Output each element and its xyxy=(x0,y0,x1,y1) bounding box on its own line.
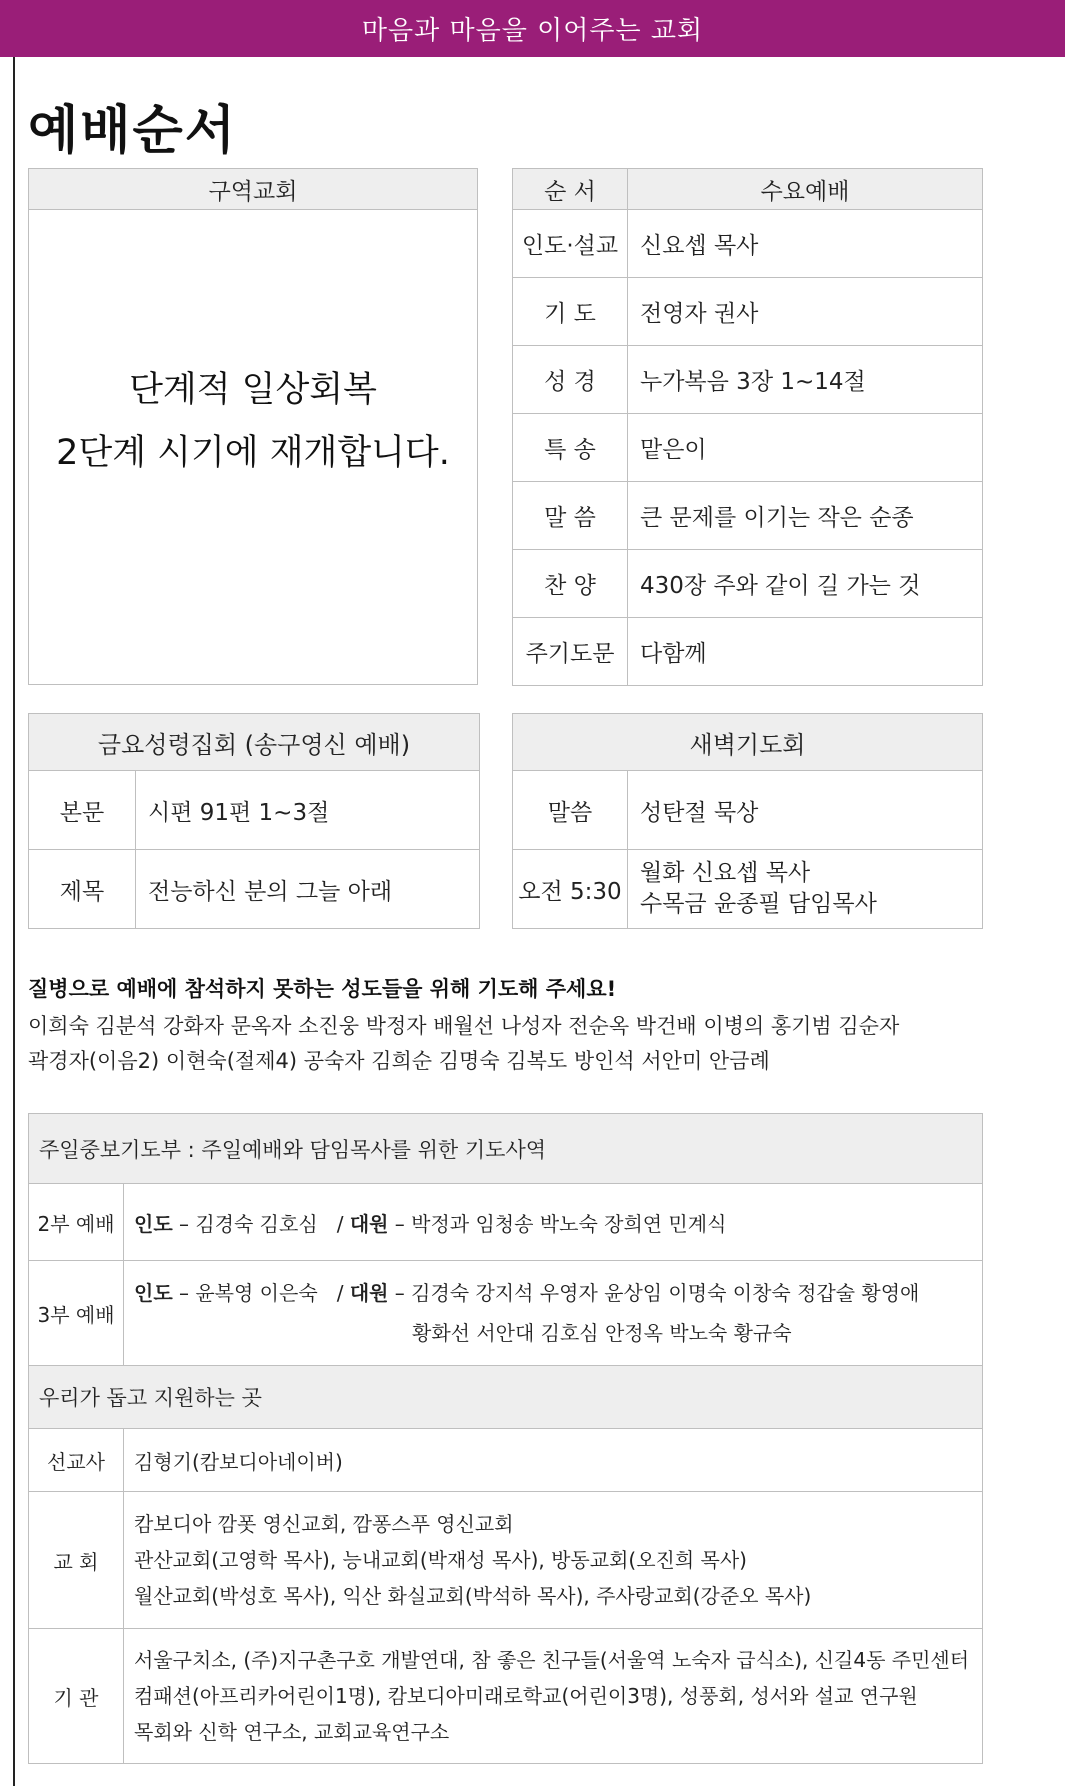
order-value: 맡은이 xyxy=(628,414,983,482)
left-rule xyxy=(13,57,15,1786)
support-line: 컴패션(아프리카어린이1명), 캄보디아미래로학교(어린이3명), 성풍회, 성서와 설교 연구원 xyxy=(134,1684,918,1708)
prayer-key: 3부 예배 xyxy=(29,1261,124,1366)
table-row xyxy=(513,278,983,346)
order-key: 주기도문 xyxy=(513,618,628,686)
order-value: 전영자 권사 xyxy=(628,278,983,346)
table-row xyxy=(513,618,983,686)
dawn-key: 오전 5:30 xyxy=(513,850,628,929)
table-row xyxy=(29,1629,983,1764)
lead-names: – 윤복영 이은숙 xyxy=(172,1281,318,1305)
support-line: 목회와 신학 연구소, 교회교육연구소 xyxy=(134,1720,450,1744)
lead-label: 인도 xyxy=(134,1211,173,1236)
dawn-value-line-1: 월화 신요셉 목사 xyxy=(640,860,811,886)
table-row xyxy=(513,771,983,850)
prayer-support-table xyxy=(28,1113,983,1764)
table-row xyxy=(513,482,983,550)
support-line: 관산교회(고영학 목사), 능내교회(박재성 목사), 방동교회(오진희 목사) xyxy=(134,1548,747,1572)
order-value: 큰 문제를 이기는 작은 순종 xyxy=(628,482,983,550)
table-row xyxy=(29,1261,983,1366)
order-key: 성 경 xyxy=(513,346,628,414)
order-key: 인도·설교 xyxy=(513,210,628,278)
friday-key: 본문 xyxy=(29,771,136,850)
dawn-prayer-table xyxy=(512,713,983,929)
top-banner xyxy=(0,0,1065,57)
district-box xyxy=(28,168,478,685)
prayer-key: 2부 예배 xyxy=(29,1184,124,1261)
prayer-line-1: 인도 – 윤복영 이은숙 / 대원 – 김경숙 강지석 우영자 윤상임 이명숙 이창숙 정갑술 황영애 xyxy=(134,1281,920,1305)
dawn-value-line-2: 수목금 윤종필 담임목사 xyxy=(640,891,877,917)
table-row xyxy=(29,1184,983,1261)
table-row xyxy=(29,850,480,929)
table-row xyxy=(513,550,983,618)
support-key: 교 회 xyxy=(29,1492,124,1629)
support-line: 서울구치소, (주)지구촌구호 개발연대, 참 좋은 친구들(서울역 노숙자 급식소), 신길4동 주민센터 xyxy=(134,1648,970,1672)
lead-label: 인도 xyxy=(134,1281,173,1305)
order-key: 특 송 xyxy=(513,414,628,482)
order-key: 말 씀 xyxy=(513,482,628,550)
support-header: 우리가 돕고 지원하는 곳 xyxy=(29,1366,983,1429)
order-col-label: 순 서 xyxy=(513,169,628,210)
prayer-value: 인도 – 김경숙 김호심 / 대원 – 박정과 임청송 박노숙 장희연 민계식 xyxy=(124,1184,983,1261)
notice-names-2: 곽경자(이음2) 이현숙(절제4) 공숙자 김희순 김명숙 김복도 방인석 서안미 안금례 xyxy=(28,1049,770,1073)
support-line: 캄보디아 깜폿 영신교회, 깜퐁스푸 영신교회 xyxy=(134,1512,514,1536)
support-value xyxy=(124,1492,983,1629)
friday-value: 전능하신 분의 그늘 아래 xyxy=(136,850,480,929)
lead-names: – 김경숙 김호심 xyxy=(172,1211,318,1236)
support-key: 기 관 xyxy=(29,1629,124,1764)
dawn-header: 새벽기도회 xyxy=(513,714,983,771)
support-line: 김형기(캄보디아네이버) xyxy=(134,1449,343,1474)
district-message xyxy=(29,359,477,485)
support-line: 월산교회(박성호 목사), 익산 화실교회(박석하 목사), 주사랑교회(강준오 목사) xyxy=(134,1584,812,1608)
page-title: 예배순서 xyxy=(28,100,237,161)
dawn-value: 성탄절 묵상 xyxy=(628,771,983,850)
support-key: 선교사 xyxy=(29,1429,124,1492)
prayer-header: 주일중보기도부 : 주일예배와 담임목사를 위한 기도사역 xyxy=(29,1114,983,1184)
friday-value: 시편 91편 1~3절 xyxy=(136,771,480,850)
district-header: 구역교회 xyxy=(29,169,477,210)
table-row xyxy=(29,1429,983,1492)
district-line-1: 단계적 일상회복 xyxy=(129,370,377,410)
rep-label: 대원 xyxy=(349,1211,389,1236)
order-value: 누가복음 3장 1~14절 xyxy=(628,346,983,414)
dawn-key: 말씀 xyxy=(513,771,628,850)
order-header-row xyxy=(513,169,983,210)
prayer-line-2: 황화선 서안대 김호심 안정옥 박노숙 황규숙 xyxy=(412,1321,792,1345)
order-value: 430장 주와 같이 길 가는 것 xyxy=(628,550,983,618)
rep-names: – 김경숙 강지석 우영자 윤상임 이명숙 이창숙 정갑술 황영애 xyxy=(388,1281,920,1305)
district-line-2: 2단계 시기에 재개합니다. xyxy=(56,433,450,473)
support-value xyxy=(124,1429,983,1492)
order-key: 기 도 xyxy=(513,278,628,346)
rep-names: – 박정과 임청송 박노숙 장희연 민계식 xyxy=(388,1211,727,1236)
order-value: 신요셉 목사 xyxy=(628,210,983,278)
rep-label: 대원 xyxy=(349,1281,389,1305)
table-row xyxy=(513,414,983,482)
friday-key: 제목 xyxy=(29,850,136,929)
support-value xyxy=(124,1629,983,1764)
table-row xyxy=(513,210,983,278)
table-row xyxy=(29,1492,983,1629)
order-key: 찬 양 xyxy=(513,550,628,618)
friday-header: 금요성령집회 (송구영신 예배) xyxy=(29,714,480,771)
order-col-service: 수요예배 xyxy=(628,169,983,210)
order-value: 다함께 xyxy=(628,618,983,686)
table-row xyxy=(513,850,983,929)
friday-service-table xyxy=(28,713,480,929)
table-row xyxy=(513,346,983,414)
banner-text: 마음과 마음을 이어주는 교회 xyxy=(361,16,704,46)
notice-title: 질병으로 예배에 참석하지 못하는 성도들을 위해 기도해 주세요! xyxy=(28,977,617,1001)
prayer-value xyxy=(124,1261,983,1366)
service-order-table xyxy=(512,168,983,686)
table-row xyxy=(29,771,480,850)
notice-names-1: 이희숙 김분석 강화자 문옥자 소진웅 박정자 배월선 나성자 전순옥 박건배 이병의 홍기범 김순자 xyxy=(28,1014,900,1038)
dawn-value xyxy=(628,850,983,929)
